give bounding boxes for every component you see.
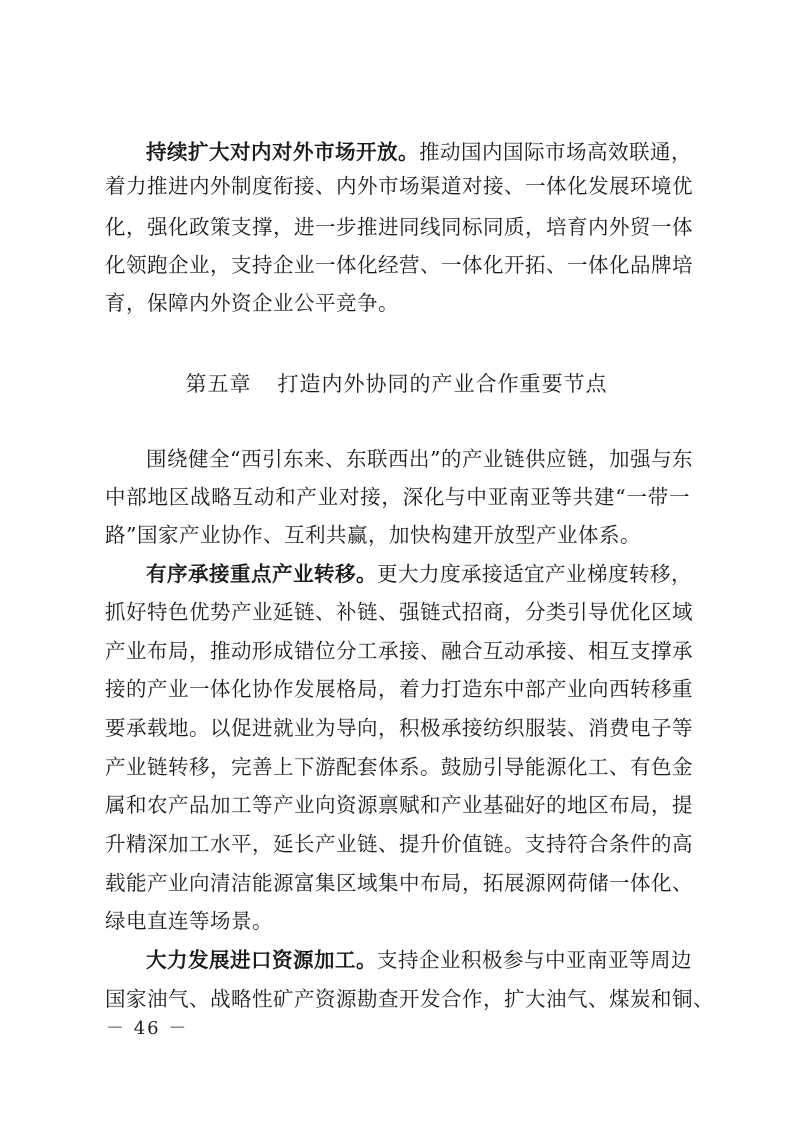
section-lead: 持续扩大对内对外市场开放。 (146, 140, 419, 164)
paragraph-line: 国家油气、战略性矿产资源勘查开发合作，扩大油气、煤炭和铜、 (105, 987, 714, 1011)
section-lead: 有序承接重点产业转移。 (146, 562, 377, 586)
paragraph-line (146, 135, 690, 169)
paragraph-line: 产业链转移，完善上下游配套体系。鼓励引导能源化工、有色金 (105, 755, 693, 779)
paragraph-line: 属和农产品加工等产业向资源禀赋和产业基础好的地区布局，提 (105, 793, 693, 817)
paragraph-line: 接的产业一体化协作发展格局，着力打造东中部产业向西转移重 (105, 677, 693, 701)
page-number: － 46 － (106, 1018, 189, 1039)
paragraph-line (146, 943, 690, 977)
paragraph-line: 产业布局，推动形成错位分工承接、融合互动承接、相互支撑承 (105, 639, 693, 663)
paragraph-line: 路”国家产业协作、互利共赢，加快构建开放型产业体系。 (105, 523, 641, 547)
paragraph-line: 化，强化政策支撑，进一步推进同线同标同质，培育内外贸一体 (105, 215, 693, 239)
paragraph-line: 着力推进内外制度衔接、内外市场渠道对接、一体化发展环境优 (105, 174, 693, 198)
paragraph-line: 化领跑企业，支持企业一体化经营、一体化开拓、一体化品牌培 (105, 253, 693, 277)
paragraph-line: 中部地区战略互动和产业对接，深化与中亚南亚等共建“一带一 (105, 485, 690, 509)
paragraph-line: 要承载地。以促进就业为导向，积极承接纺织服装、消费电子等 (105, 716, 693, 740)
chapter-title: 打造内外协同的产业合作重要节点 (277, 372, 608, 396)
paragraph-line: 抓好特色优势产业延链、补链、强链式招商，分类引导优化区域 (105, 600, 693, 624)
paragraph-line: 绿电直连等场景。 (105, 909, 273, 933)
chapter-heading (0, 367, 793, 401)
paragraph-line (146, 557, 690, 591)
paragraph-line: 育，保障内外资企业公平竞争。 (105, 291, 399, 315)
paragraph-text: 更大力度承接适宜产业梯度转移， (377, 562, 692, 586)
paragraph-line: 围绕健全“西引东来、东联西出”的产业链供应链，加强与东 (146, 447, 693, 471)
paragraph-text: 支持企业积极参与中亚南亚等周边 (377, 948, 692, 972)
section-lead: 大力发展进口资源加工。 (146, 948, 377, 972)
paragraph-text: 推动国内国际市场高效联通， (419, 140, 692, 164)
paragraph-line: 升精深加工水平，延长产业链、提升价值链。支持符合条件的高 (105, 832, 693, 856)
chapter-number: 第五章 (185, 372, 252, 396)
paragraph-line: 载能产业向清洁能源富集区域集中布局，拓展源网荷储一体化、 (105, 871, 693, 895)
